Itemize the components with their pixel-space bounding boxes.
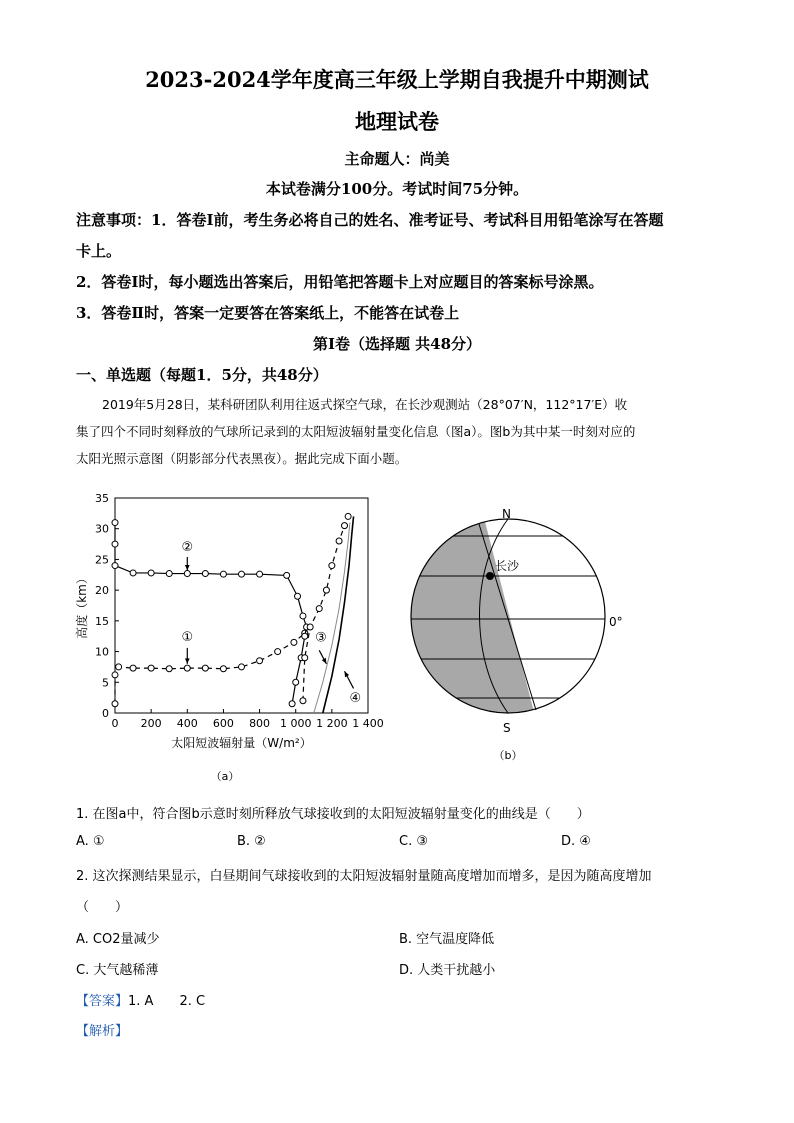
y-tick-label: 15 [95,614,109,628]
q1-option-a: A. ① [76,834,105,849]
series-①-point [112,672,118,678]
series-③-point [345,513,351,519]
series-①-point [184,665,190,671]
series-①-point [130,665,136,671]
series-③-point [323,587,329,593]
y-tick-label: 30 [95,522,109,536]
notes-line-1: 注意事项：1．答卷Ⅰ前，考生务必将自己的姓名、准考证号、考试科目用铅笔涂写在答题 [76,211,664,229]
series-②-point [112,541,118,547]
series-②-point [302,633,308,639]
volume-title: 第Ⅰ卷（选择题 共48分） [312,335,482,353]
notes-line-1b: 卡上。 [76,242,122,260]
author-line: 主命题人：尚美 [344,150,450,168]
series-②-point [289,701,295,707]
north-label: N [502,507,511,521]
exam-title: 2023-2024学年度高三年级上学期自我提升中期测试 [145,67,649,92]
x-tick-label: 800 [249,717,271,730]
series-②-point [295,593,301,599]
curve-label-3: ③ [315,630,327,646]
passage-line-1: 2019年5月28日，某科研团队利用往返式探空气球，在长沙观测站（28°07′N，112°17′E）收 [102,397,628,412]
question-2-stem: 2. 这次探测结果显示，白昼期间气球接收到的太阳短波辐射量随高度增加而增多，是因为随高度增加 [76,869,652,884]
series-②-point [112,563,118,569]
y-tick-label: 0 [102,707,109,720]
x-tick-label: 1 400 [352,717,384,730]
curve-arrow-1-head [185,658,190,664]
x-axis-label: 太阳短波辐射量（W/m²） [171,736,312,750]
series-①-point [275,649,281,655]
figure-b-caption: （b） [493,749,523,762]
question-2-stem-cont: （ ） [76,900,129,915]
score-time-line: 本试卷满分100分。考试时间75分钟。 [265,180,529,198]
question-1-stem: 1. 在图a中，符合图b示意时刻所释放气球接收到的太阳短波辐射量变化的曲线是（ ） [76,807,590,822]
y-tick-label: 20 [95,584,109,598]
series-①-point [116,664,122,670]
series-②-point [284,572,290,578]
q1-option-d: D. ④ [561,834,591,849]
series-①-point [239,664,245,670]
curve-arrow-2-head [185,565,190,571]
y-tick-label: 25 [95,553,109,567]
series-②-point [220,571,226,577]
series-①-line [115,633,305,704]
series-②-point [293,679,299,685]
answer-label: 【答案】 [76,994,129,1009]
series-②-point [112,520,118,526]
curve-label-2: ② [181,539,194,555]
x-tick-label: 200 [140,717,162,730]
series-②-point [257,571,263,577]
q2-option-a: A. CO2量减少 [76,932,160,947]
series-②-point [148,570,154,576]
series-②-point [184,571,190,577]
q1-option-c: C. ③ [399,834,428,849]
series-②-line [115,523,307,704]
series-④-line [314,523,350,713]
series-②-point [166,571,172,577]
series-③-point [302,655,308,661]
series-②-point [300,613,306,619]
notes-line-3: 3．答卷Ⅱ时，答案一定要答在答案纸上，不能答在试卷上 [76,304,460,322]
series-②-point [202,571,208,577]
series-①-point [291,639,297,645]
series-③-point [300,698,306,704]
passage-line-2: 集了四个不同时刻释放的气球所记录到的太阳短波辐射量变化信息（图a）。图b为其中某一时刻对应的 [76,424,636,439]
y-tick-label: 10 [95,645,109,659]
x-tick-label: 0 [111,717,119,730]
series-①-point [220,666,226,672]
q1-option-b: B. ② [237,834,266,849]
equator-label: 0° [609,615,623,629]
curve-label-1: ① [181,630,194,646]
series-③-point [336,538,342,544]
series-②-point [239,571,245,577]
series-①-point [202,665,208,671]
curve-label-4: ④ [349,690,362,706]
q2-option-d: D. 人类干扰越小 [399,963,496,978]
series-①-point [166,666,172,672]
series-③-point [329,563,335,569]
analysis-label: 【解析】 [76,1024,129,1039]
south-label: S [503,721,511,735]
x-tick-label: 600 [212,717,234,730]
figure-a-chart [70,488,390,788]
series-①-point [148,665,154,671]
y-axis-label: 高度（km） [75,572,89,639]
x-tick-label: 1 200 [316,717,348,730]
figure-a-caption: （a） [210,770,240,783]
series-①-point [257,658,263,664]
y-tick-label: 35 [95,492,109,505]
passage-line-3: 太阳光照示意图（阴影部分代表黑夜）。据此完成下面小题。 [76,451,408,466]
q2-option-c: C. 大气越稀薄 [76,963,159,978]
series-③-point [316,606,322,612]
subject-title: 地理试卷 [355,109,439,134]
x-tick-label: 1 000 [279,717,312,730]
series-③-point [307,624,313,630]
y-tick-label: 5 [102,676,109,690]
section-heading: 一、单选题（每题1．5分，共48分） [76,366,328,384]
series-①-point [112,701,118,707]
x-tick-label: 400 [176,717,198,730]
figure-b-diagram [400,500,640,770]
notes-line-2: 2．答卷Ⅰ时，每小题选出答案后，用铅笔把答题卡上对应题目的答案标号涂黑。 [76,273,604,291]
changsha-dot [486,572,494,580]
answer-line [76,990,205,1009]
series-③-point [342,523,348,529]
q2-option-b: B. 空气温度降低 [399,932,495,947]
answer-text: 1. A 2. C [128,994,206,1009]
series-②-point [130,570,136,576]
changsha-label: 长沙 [495,559,520,573]
